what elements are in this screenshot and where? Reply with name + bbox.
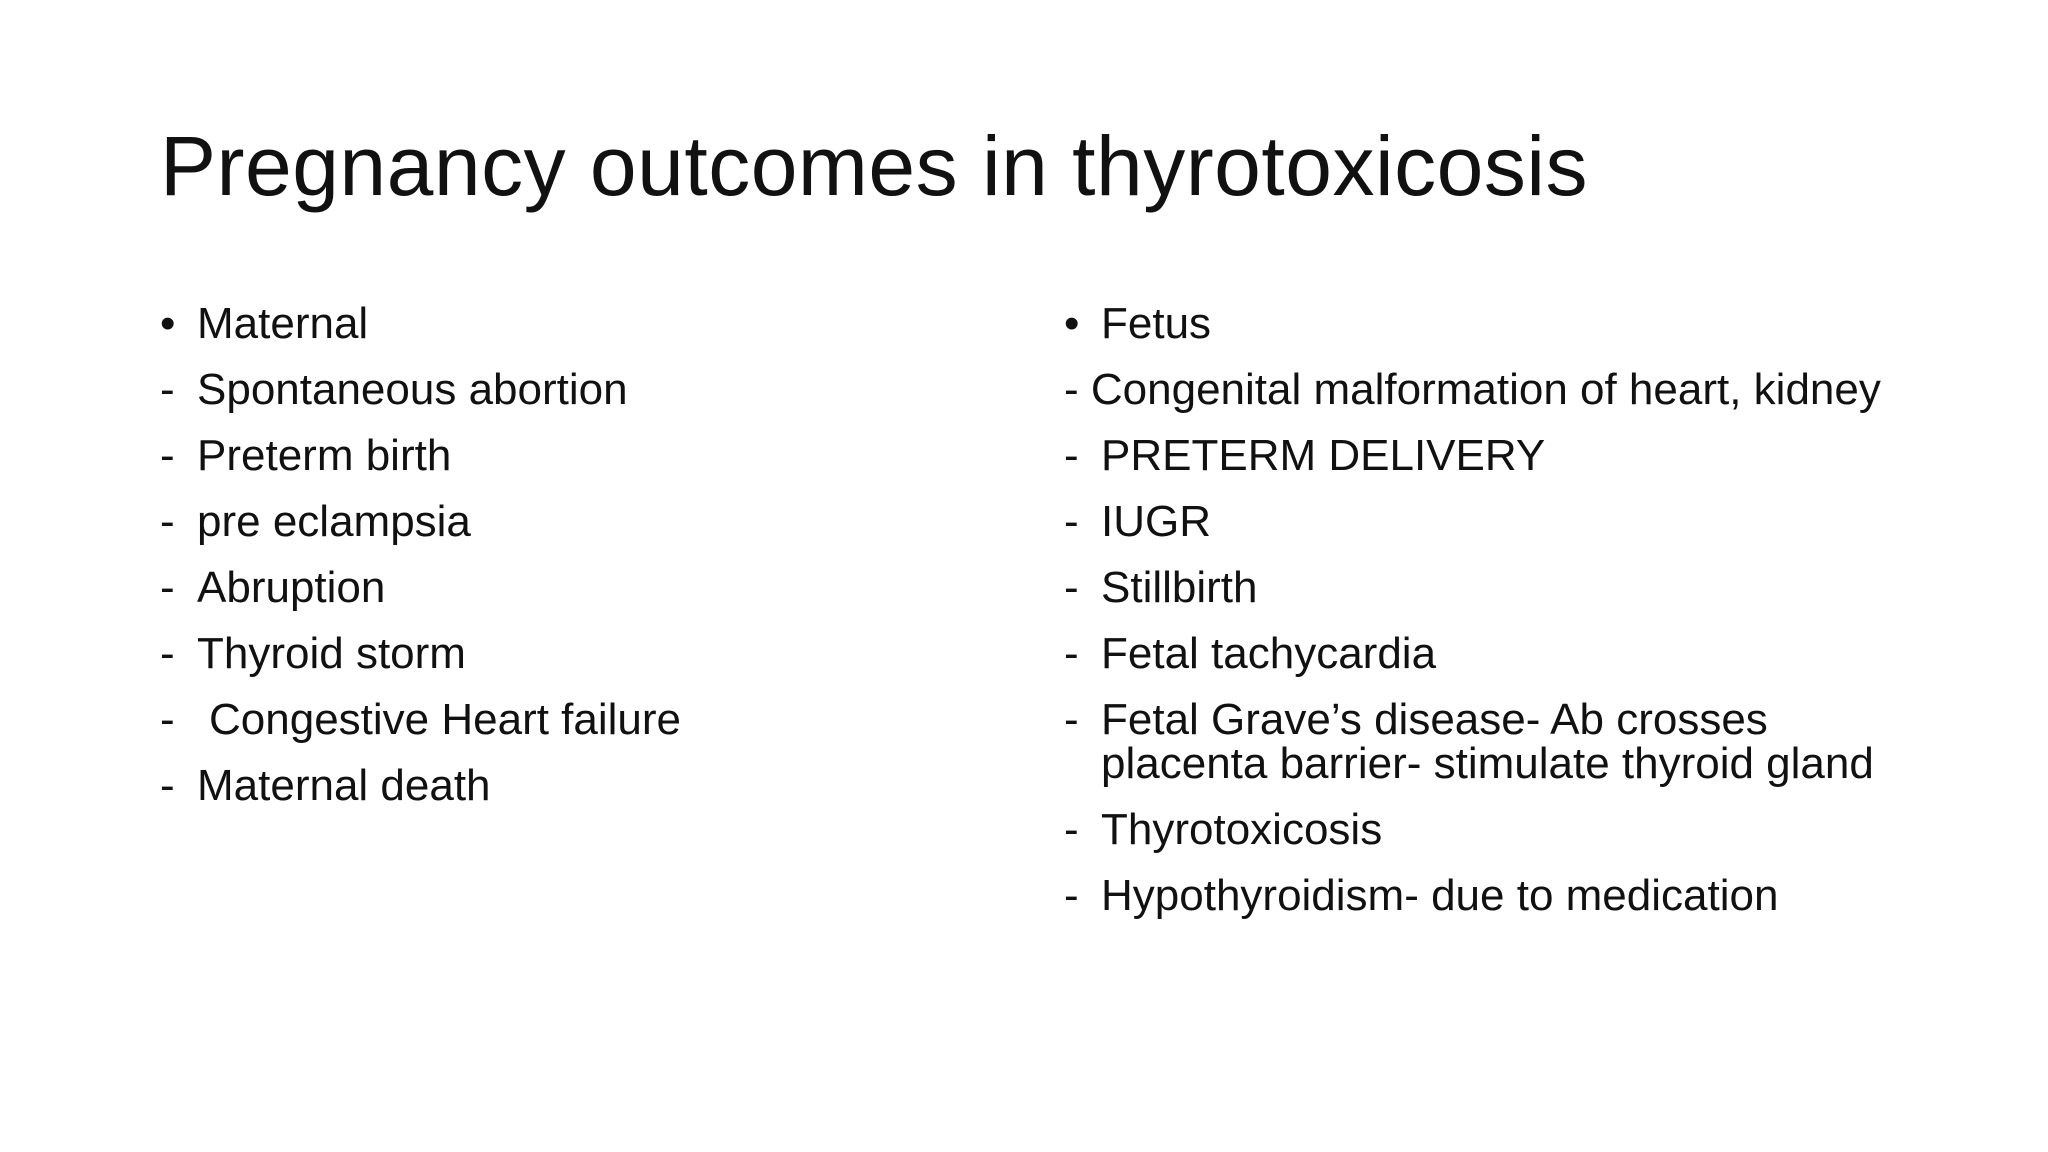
dash-marker: -	[160, 497, 175, 546]
list-item	[160, 431, 990, 480]
dash-marker: -	[160, 365, 175, 414]
list-item-text: Preterm birth	[197, 431, 452, 480]
dash-marker: -	[1064, 563, 1079, 612]
fetus-column	[1064, 299, 1944, 940]
list-item	[1064, 871, 1944, 920]
maternal-heading: Maternal	[197, 299, 369, 348]
dash-marker: -	[160, 695, 175, 744]
list-item-text: Thyroid storm	[197, 629, 466, 678]
list-item-text: Abruption	[197, 563, 386, 612]
fetus-heading: Fetus	[1101, 299, 1212, 348]
dash-marker: -	[160, 761, 175, 810]
list-item	[1064, 695, 1944, 788]
list-item-text: IUGR	[1101, 497, 1211, 546]
list-item	[160, 761, 990, 810]
dash-marker: -	[160, 563, 175, 612]
list-item-text: Thyrotoxicosis	[1101, 805, 1383, 854]
list-item	[1064, 629, 1944, 678]
list-item-text: Maternal death	[197, 761, 491, 810]
list-item-text: PRETERM DELIVERY	[1101, 431, 1546, 480]
dash-marker: -	[160, 431, 175, 480]
dash-marker: -	[160, 629, 175, 678]
list-item	[1064, 805, 1944, 854]
list-item-text: Stillbirth	[1101, 563, 1258, 612]
bullet-marker: •	[1064, 299, 1080, 348]
dash-marker: -	[1064, 497, 1079, 546]
list-item	[160, 629, 990, 678]
list-item-text: Fetal tachycardia	[1101, 629, 1437, 678]
maternal-column	[160, 299, 990, 830]
list-item	[160, 365, 990, 414]
congenital-malformation-line: - Congenital malformation of heart, kidney	[1064, 365, 1881, 414]
dash-marker: -	[1064, 629, 1079, 678]
list-item-text: Fetal Grave’s disease- Ab crosses placenta barrier- stimulate thyroid gland	[1101, 695, 1874, 788]
bullet-marker: •	[160, 299, 176, 348]
list-item-text: Spontaneous abortion	[197, 365, 628, 414]
dash-marker: -	[1064, 805, 1079, 854]
slide-title: Pregnancy outcomes in thyrotoxicosis	[160, 119, 1588, 213]
list-item	[160, 563, 990, 612]
list-item-text: Congestive Heart failure	[209, 695, 682, 744]
list-item-text: Hypothyroidism- due to medication	[1101, 871, 1779, 920]
list-item-text: pre eclampsia	[197, 497, 471, 546]
list-item	[160, 695, 990, 744]
maternal-heading-row	[160, 299, 990, 348]
list-item	[1064, 431, 1944, 480]
dash-marker: -	[1064, 871, 1079, 920]
dash-marker: -	[1064, 695, 1079, 744]
dash-marker: -	[1064, 431, 1079, 480]
list-item	[160, 497, 990, 546]
list-item	[1064, 563, 1944, 612]
fetus-heading-row	[1064, 299, 1944, 348]
list-item	[1064, 497, 1944, 546]
